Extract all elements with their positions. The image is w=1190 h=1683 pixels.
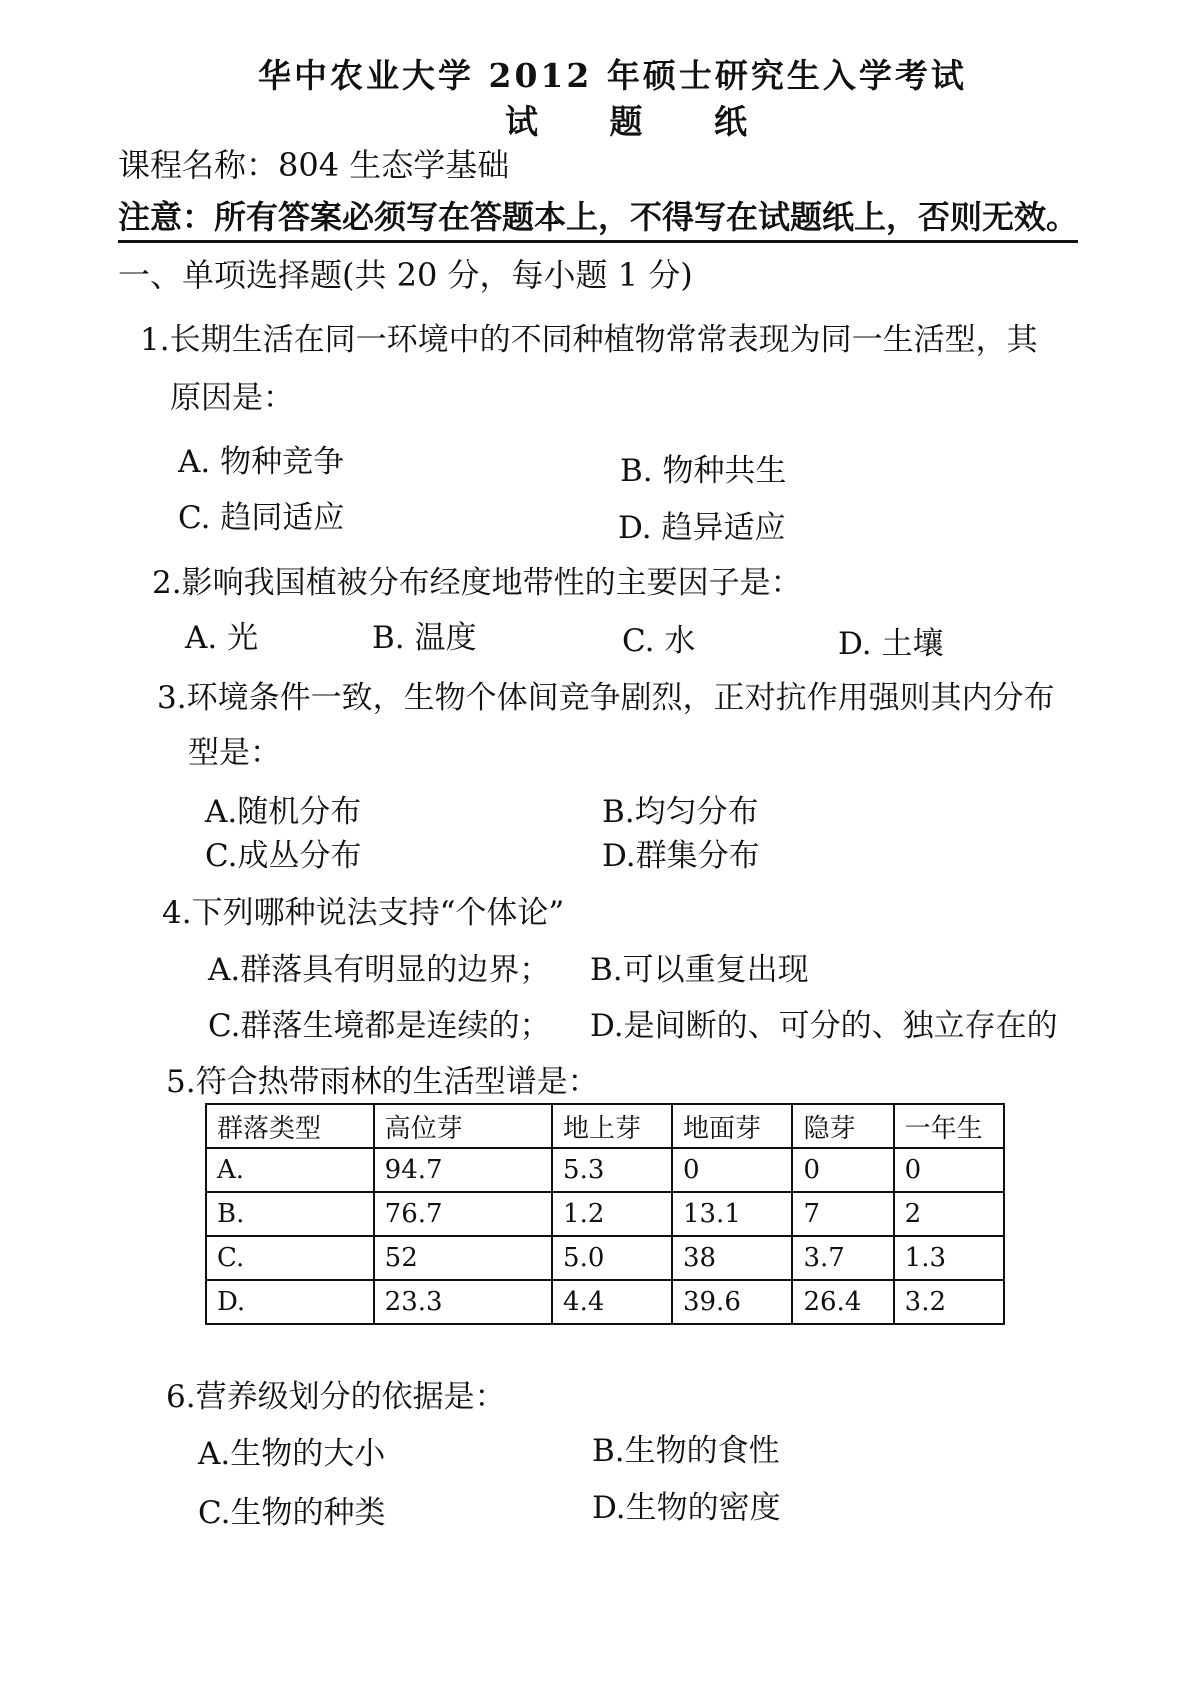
course-name: 课程名称：804 生态学基础 xyxy=(118,146,510,184)
question-2-option-c: C. 水 xyxy=(622,623,696,659)
table-row xyxy=(206,1236,1004,1280)
question-6-option-c: C.生物的种类 xyxy=(198,1495,386,1531)
question-2-stem: 2.影响我国植被分布经度地带性的主要因子是： xyxy=(152,565,802,601)
question-1-stem-line1: 1.长期生活在同一环境中的不同种植物常常表现为同一生活型，其 xyxy=(140,322,1038,358)
table-cell: 26.4 xyxy=(792,1280,893,1324)
question-3-option-d: D.群集分布 xyxy=(602,838,760,874)
question-3-option-a: A.随机分布 xyxy=(205,794,362,830)
question-1-option-a: A. 物种竞争 xyxy=(178,444,345,480)
table-cell: C. xyxy=(206,1236,374,1280)
question-3-option-b: B.均匀分布 xyxy=(602,794,759,830)
question-3-option-c: C.成丛分布 xyxy=(205,838,362,874)
table-cell: 76.7 xyxy=(374,1192,552,1236)
question-1-option-b: B. 物种共生 xyxy=(620,453,787,489)
table-row xyxy=(206,1148,1004,1192)
question-1-option-d: D. 趋异适应 xyxy=(618,510,786,546)
table-header-cell: 隐芽 xyxy=(792,1104,893,1148)
table-header-cell: 高位芽 xyxy=(374,1104,552,1148)
table-cell: 94.7 xyxy=(374,1148,552,1192)
table-cell: D. xyxy=(206,1280,374,1324)
table-cell: 1.2 xyxy=(552,1192,672,1236)
table-cell: 13.1 xyxy=(672,1192,793,1236)
table-cell: 5.0 xyxy=(552,1236,672,1280)
table-header-cell: 地上芽 xyxy=(552,1104,672,1148)
table-cell: 4.4 xyxy=(552,1280,672,1324)
table-cell: 0 xyxy=(792,1148,893,1192)
question-1-stem-line2: 原因是： xyxy=(170,380,294,416)
question-6-option-a: A.生物的大小 xyxy=(198,1436,386,1472)
exam-subtitle: 试 题 纸 xyxy=(505,102,747,141)
question-4-stem: 4.下列哪种说法支持“个体论” xyxy=(162,895,565,931)
table-header-cell: 一年生 xyxy=(894,1104,1004,1148)
life-form-spectrum-table xyxy=(205,1103,1005,1325)
question-1-option-c: C. 趋同适应 xyxy=(178,500,345,536)
question-4-option-c: C.群落生境都是连续的； xyxy=(208,1008,551,1044)
table-header-row xyxy=(206,1104,1004,1148)
notice-line: 注意：所有答案必须写在答题本上，不得写在试题纸上，否则无效。 xyxy=(118,192,1078,243)
table-cell: 52 xyxy=(374,1236,552,1280)
table-header-cell: 群落类型 xyxy=(206,1104,374,1148)
question-3-stem-line2: 型是： xyxy=(188,735,281,771)
table-cell: B. xyxy=(206,1192,374,1236)
table-cell: 38 xyxy=(672,1236,793,1280)
question-4-option-b: B.可以重复出现 xyxy=(590,952,809,988)
table-header-cell: 地面芽 xyxy=(672,1104,793,1148)
table-cell: 0 xyxy=(672,1148,793,1192)
table-cell: 7 xyxy=(792,1192,893,1236)
table-cell: 39.6 xyxy=(672,1280,793,1324)
section-heading: 一、单项选择题(共 20 分，每小题 1 分) xyxy=(118,256,693,294)
question-3-stem-line1: 3.环境条件一致，生物个体间竞争剧烈，正对抗作用强则其内分布 xyxy=(157,680,1055,716)
table-cell: 2 xyxy=(894,1192,1004,1236)
table-cell: A. xyxy=(206,1148,374,1192)
question-2-option-a: A. 光 xyxy=(185,620,259,656)
table-cell: 3.2 xyxy=(894,1280,1004,1324)
question-2-option-d: D. 土壤 xyxy=(838,626,944,662)
table-cell: 1.3 xyxy=(894,1236,1004,1280)
table-cell: 5.3 xyxy=(552,1148,672,1192)
question-4-option-d: D.是间断的、可分的、独立存在的 xyxy=(590,1008,1058,1044)
question-5-stem: 5.符合热带雨林的生活型谱是： xyxy=(166,1064,599,1100)
table-row xyxy=(206,1192,1004,1236)
question-6-option-b: B.生物的食性 xyxy=(592,1433,780,1469)
question-6-stem: 6.营养级划分的依据是： xyxy=(166,1379,506,1415)
table-cell: 23.3 xyxy=(374,1280,552,1324)
question-4-option-a: A.群落具有明显的边界； xyxy=(208,952,551,988)
table-cell: 0 xyxy=(894,1148,1004,1192)
question-2-option-b: B. 温度 xyxy=(372,620,477,656)
table-row xyxy=(206,1280,1004,1324)
exam-title: 华中农业大学 2012 年硕士研究生入学考试 xyxy=(258,56,967,95)
table-cell: 3.7 xyxy=(792,1236,893,1280)
question-6-option-d: D.生物的密度 xyxy=(592,1490,781,1526)
